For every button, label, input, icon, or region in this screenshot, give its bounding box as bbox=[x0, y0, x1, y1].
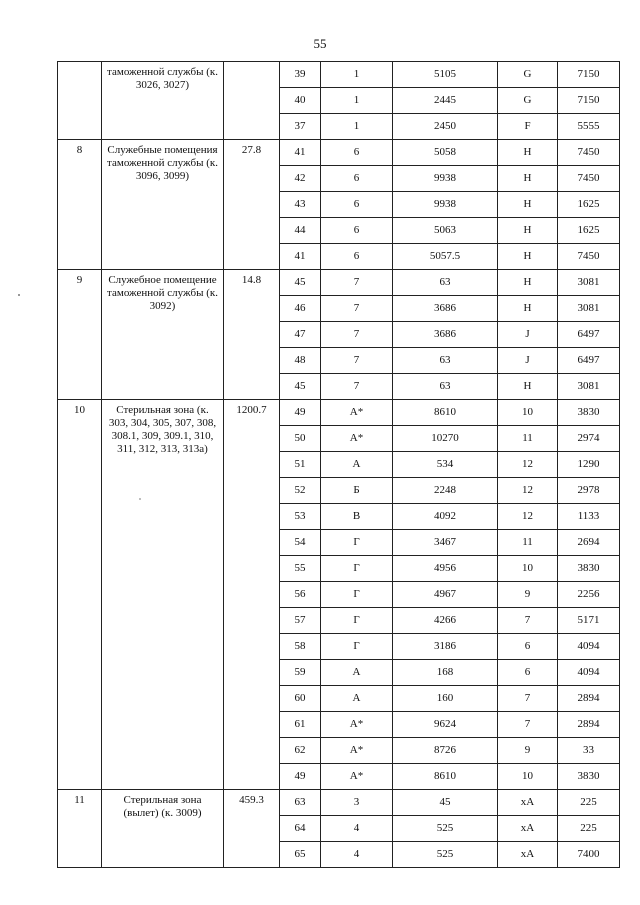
point-number-cell: 56 bbox=[280, 582, 321, 608]
zone-number-cell: 11 bbox=[58, 790, 102, 868]
value-cell: 2894 bbox=[558, 712, 620, 738]
zones-table bbox=[57, 61, 620, 868]
category-cell: 7 bbox=[498, 712, 558, 738]
category-cell: 9 bbox=[498, 738, 558, 764]
point-type-cell: 1 bbox=[321, 62, 393, 88]
point-type-cell: А bbox=[321, 686, 393, 712]
point-number-cell: 61 bbox=[280, 712, 321, 738]
point-type-cell: 6 bbox=[321, 218, 393, 244]
value-cell: 2894 bbox=[558, 686, 620, 712]
zone-area-cell: 1200.7 bbox=[224, 400, 280, 790]
distance-cell: 3186 bbox=[393, 634, 498, 660]
distance-cell: 5105 bbox=[393, 62, 498, 88]
distance-cell: 9938 bbox=[393, 192, 498, 218]
point-number-cell: 44 bbox=[280, 218, 321, 244]
value-cell: 2978 bbox=[558, 478, 620, 504]
table-row bbox=[58, 270, 620, 296]
point-number-cell: 48 bbox=[280, 348, 321, 374]
category-cell: 12 bbox=[498, 504, 558, 530]
category-cell: G bbox=[498, 62, 558, 88]
distance-cell: 9938 bbox=[393, 166, 498, 192]
category-cell: 11 bbox=[498, 426, 558, 452]
distance-cell: 2248 bbox=[393, 478, 498, 504]
point-number-cell: 64 bbox=[280, 816, 321, 842]
category-cell: H bbox=[498, 140, 558, 166]
point-number-cell: 51 bbox=[280, 452, 321, 478]
point-number-cell: 43 bbox=[280, 192, 321, 218]
category-cell: хА bbox=[498, 842, 558, 868]
point-type-cell: 6 bbox=[321, 192, 393, 218]
zone-number-cell: 10 bbox=[58, 400, 102, 790]
zone-number-cell: 9 bbox=[58, 270, 102, 400]
value-cell: 3081 bbox=[558, 374, 620, 400]
distance-cell: 4967 bbox=[393, 582, 498, 608]
category-cell: 12 bbox=[498, 478, 558, 504]
point-type-cell: 7 bbox=[321, 270, 393, 296]
value-cell: 5555 bbox=[558, 114, 620, 140]
table-row bbox=[58, 62, 620, 88]
point-type-cell: Г bbox=[321, 634, 393, 660]
scan-speck bbox=[18, 294, 20, 296]
point-type-cell: Г bbox=[321, 556, 393, 582]
point-type-cell: А* bbox=[321, 738, 393, 764]
category-cell: J bbox=[498, 348, 558, 374]
category-cell: 6 bbox=[498, 634, 558, 660]
point-number-cell: 57 bbox=[280, 608, 321, 634]
category-cell: H bbox=[498, 374, 558, 400]
point-number-cell: 65 bbox=[280, 842, 321, 868]
point-type-cell: А* bbox=[321, 400, 393, 426]
value-cell: 7150 bbox=[558, 62, 620, 88]
point-type-cell: 6 bbox=[321, 166, 393, 192]
point-type-cell: 6 bbox=[321, 244, 393, 270]
category-cell: хА bbox=[498, 790, 558, 816]
zone-name-cell: таможенной службы (к. 3026, 3027) bbox=[102, 62, 224, 140]
scan-speck bbox=[139, 498, 141, 500]
point-number-cell: 53 bbox=[280, 504, 321, 530]
value-cell: 2256 bbox=[558, 582, 620, 608]
distance-cell: 525 bbox=[393, 842, 498, 868]
zone-name-cell: Служебные помещения таможенной службы (к. 3096, 3099) bbox=[102, 140, 224, 270]
distance-cell: 8610 bbox=[393, 400, 498, 426]
value-cell: 2974 bbox=[558, 426, 620, 452]
point-number-cell: 50 bbox=[280, 426, 321, 452]
point-type-cell: Г bbox=[321, 582, 393, 608]
point-type-cell: А bbox=[321, 452, 393, 478]
distance-cell: 8610 bbox=[393, 764, 498, 790]
category-cell: H bbox=[498, 296, 558, 322]
category-cell: H bbox=[498, 218, 558, 244]
point-number-cell: 40 bbox=[280, 88, 321, 114]
distance-cell: 3686 bbox=[393, 296, 498, 322]
category-cell: 12 bbox=[498, 452, 558, 478]
point-type-cell: 1 bbox=[321, 88, 393, 114]
point-number-cell: 52 bbox=[280, 478, 321, 504]
table-row bbox=[58, 140, 620, 166]
value-cell: 1290 bbox=[558, 452, 620, 478]
point-type-cell: 3 bbox=[321, 790, 393, 816]
point-type-cell: 1 bbox=[321, 114, 393, 140]
category-cell: хА bbox=[498, 816, 558, 842]
point-type-cell: 7 bbox=[321, 348, 393, 374]
point-type-cell: А* bbox=[321, 712, 393, 738]
category-cell: 6 bbox=[498, 660, 558, 686]
distance-cell: 3467 bbox=[393, 530, 498, 556]
value-cell: 2694 bbox=[558, 530, 620, 556]
zone-number-cell bbox=[58, 62, 102, 140]
distance-cell: 168 bbox=[393, 660, 498, 686]
distance-cell: 534 bbox=[393, 452, 498, 478]
point-number-cell: 41 bbox=[280, 140, 321, 166]
point-type-cell: В bbox=[321, 504, 393, 530]
category-cell: 11 bbox=[498, 530, 558, 556]
value-cell: 3830 bbox=[558, 400, 620, 426]
point-number-cell: 39 bbox=[280, 62, 321, 88]
category-cell: H bbox=[498, 244, 558, 270]
value-cell: 3081 bbox=[558, 296, 620, 322]
table-body bbox=[58, 62, 620, 868]
point-type-cell: 7 bbox=[321, 374, 393, 400]
zone-area-cell bbox=[224, 62, 280, 140]
point-number-cell: 45 bbox=[280, 270, 321, 296]
point-type-cell: А bbox=[321, 660, 393, 686]
distance-cell: 63 bbox=[393, 374, 498, 400]
distance-cell: 5063 bbox=[393, 218, 498, 244]
point-type-cell: А* bbox=[321, 426, 393, 452]
point-number-cell: 60 bbox=[280, 686, 321, 712]
point-number-cell: 47 bbox=[280, 322, 321, 348]
value-cell: 4094 bbox=[558, 634, 620, 660]
distance-cell: 63 bbox=[393, 270, 498, 296]
value-cell: 1133 bbox=[558, 504, 620, 530]
zone-name-cell: Служебное помещение таможенной службы (к. 3092) bbox=[102, 270, 224, 400]
value-cell: 5171 bbox=[558, 608, 620, 634]
category-cell: 9 bbox=[498, 582, 558, 608]
point-number-cell: 37 bbox=[280, 114, 321, 140]
category-cell: 7 bbox=[498, 608, 558, 634]
value-cell: 7400 bbox=[558, 842, 620, 868]
point-number-cell: 41 bbox=[280, 244, 321, 270]
point-type-cell: А* bbox=[321, 764, 393, 790]
distance-cell: 160 bbox=[393, 686, 498, 712]
value-cell: 225 bbox=[558, 816, 620, 842]
point-number-cell: 54 bbox=[280, 530, 321, 556]
zone-area-cell: 459.3 bbox=[224, 790, 280, 868]
point-number-cell: 42 bbox=[280, 166, 321, 192]
distance-cell: 45 bbox=[393, 790, 498, 816]
value-cell: 7450 bbox=[558, 244, 620, 270]
point-number-cell: 62 bbox=[280, 738, 321, 764]
point-type-cell: Б bbox=[321, 478, 393, 504]
distance-cell: 4266 bbox=[393, 608, 498, 634]
point-number-cell: 45 bbox=[280, 374, 321, 400]
distance-cell: 4956 bbox=[393, 556, 498, 582]
category-cell: H bbox=[498, 192, 558, 218]
distance-cell: 525 bbox=[393, 816, 498, 842]
point-type-cell: Г bbox=[321, 530, 393, 556]
point-number-cell: 58 bbox=[280, 634, 321, 660]
point-number-cell: 63 bbox=[280, 790, 321, 816]
distance-cell: 8726 bbox=[393, 738, 498, 764]
point-type-cell: 6 bbox=[321, 140, 393, 166]
category-cell: H bbox=[498, 166, 558, 192]
point-number-cell: 46 bbox=[280, 296, 321, 322]
point-type-cell: 4 bbox=[321, 842, 393, 868]
category-cell: 7 bbox=[498, 686, 558, 712]
value-cell: 6497 bbox=[558, 322, 620, 348]
value-cell: 7150 bbox=[558, 88, 620, 114]
value-cell: 33 bbox=[558, 738, 620, 764]
distance-cell: 5057.5 bbox=[393, 244, 498, 270]
table-row bbox=[58, 400, 620, 426]
value-cell: 7450 bbox=[558, 166, 620, 192]
value-cell: 6497 bbox=[558, 348, 620, 374]
distance-cell: 4092 bbox=[393, 504, 498, 530]
category-cell: J bbox=[498, 322, 558, 348]
value-cell: 3830 bbox=[558, 764, 620, 790]
distance-cell: 10270 bbox=[393, 426, 498, 452]
zone-area-cell: 14.8 bbox=[224, 270, 280, 400]
zone-name-cell: Стерильная зона (вылет) (к. 3009) bbox=[102, 790, 224, 868]
value-cell: 3081 bbox=[558, 270, 620, 296]
point-type-cell: 7 bbox=[321, 322, 393, 348]
category-cell: 10 bbox=[498, 400, 558, 426]
point-type-cell: Г bbox=[321, 608, 393, 634]
page-number: 55 bbox=[313, 36, 327, 51]
distance-cell: 3686 bbox=[393, 322, 498, 348]
value-cell: 3830 bbox=[558, 556, 620, 582]
point-number-cell: 59 bbox=[280, 660, 321, 686]
zone-name-cell: Стерильная зона (к. 303, 304, 305, 307, 308, 308.1, 309, 309.1, 310, 311, 312, 313, 313а) bbox=[102, 400, 224, 790]
zone-number-cell: 8 bbox=[58, 140, 102, 270]
value-cell: 225 bbox=[558, 790, 620, 816]
category-cell: F bbox=[498, 114, 558, 140]
category-cell: 10 bbox=[498, 764, 558, 790]
point-number-cell: 49 bbox=[280, 764, 321, 790]
value-cell: 1625 bbox=[558, 218, 620, 244]
distance-cell: 9624 bbox=[393, 712, 498, 738]
value-cell: 7450 bbox=[558, 140, 620, 166]
value-cell: 4094 bbox=[558, 660, 620, 686]
value-cell: 1625 bbox=[558, 192, 620, 218]
table-row bbox=[58, 790, 620, 816]
distance-cell: 2450 bbox=[393, 114, 498, 140]
category-cell: G bbox=[498, 88, 558, 114]
point-type-cell: 7 bbox=[321, 296, 393, 322]
distance-cell: 2445 bbox=[393, 88, 498, 114]
point-type-cell: 4 bbox=[321, 816, 393, 842]
point-number-cell: 55 bbox=[280, 556, 321, 582]
category-cell: 10 bbox=[498, 556, 558, 582]
zone-area-cell: 27.8 bbox=[224, 140, 280, 270]
distance-cell: 5058 bbox=[393, 140, 498, 166]
point-number-cell: 49 bbox=[280, 400, 321, 426]
category-cell: H bbox=[498, 270, 558, 296]
distance-cell: 63 bbox=[393, 348, 498, 374]
